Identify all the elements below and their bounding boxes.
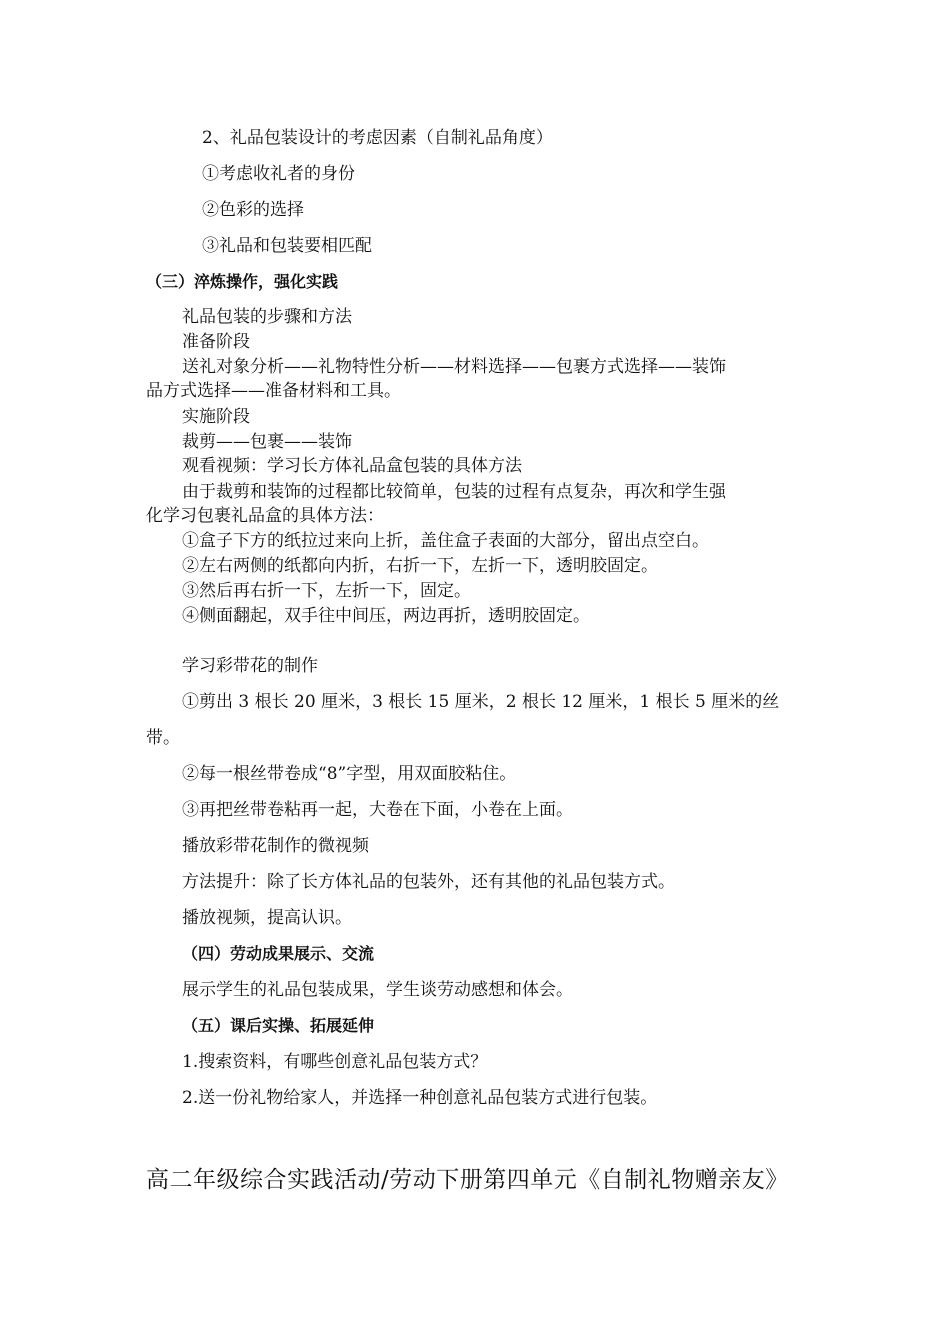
prep-stage-label: 准备阶段 [182, 332, 250, 352]
wrap-step-2: ②左右两侧的纸都向内折，右折一下，左折一下，透明胶固定。 [182, 556, 658, 576]
wrap-step-4: ④侧面翻起，双手往中间压，两边再折，透明胶固定。 [182, 606, 590, 626]
section5-item-2: 2.送一份礼物给家人，并选择一种创意礼品包装方式进行包装。 [182, 1088, 658, 1108]
ribbon-step-3: ③再把丝带卷粘再一起，大卷在下面，小卷在上面。 [182, 800, 573, 820]
video-note: 观看视频：学习长方体礼品盒包装的具体方法 [182, 456, 522, 476]
section3-heading: （三）淬炼操作，强化实践 [146, 272, 339, 291]
footer-title: 高二年级综合实践活动/劳动下册第四单元《自制礼物赠亲友》 [146, 1167, 789, 1193]
ribbon-step-1-line-1: ①剪出 3 根长 20 厘米，3 根长 15 厘米，2 根长 12 厘米，1 根长 5 厘米的丝 [182, 692, 780, 712]
play-video-note: 播放视频，提高认识。 [182, 908, 352, 928]
section2-item-2: ②色彩的选择 [202, 200, 304, 220]
ribbon-flower-title: 学习彩带花的制作 [182, 656, 318, 676]
section4-heading: （四）劳动成果展示、交流 [182, 944, 375, 963]
reason-line-1: 由于裁剪和装饰的过程都比较简单，包装的过程有点复杂，再次和学生强 [182, 482, 726, 502]
prep-flow-line-1: 送礼对象分析——礼物特性分析——材料选择——包裹方式选择——装饰 [182, 357, 726, 377]
packaging-steps-title: 礼品包装的步骤和方法 [182, 307, 352, 327]
impl-stage-label: 实施阶段 [182, 407, 250, 427]
ribbon-step-1-line-2: 带。 [146, 728, 180, 748]
section4-body: 展示学生的礼品包装成果，学生谈劳动感想和体会。 [182, 980, 573, 1000]
section5-heading: （五）课后实操、拓展延伸 [182, 1016, 375, 1035]
wrap-step-1: ①盒子下方的纸拉过来向上折，盖住盒子表面的大部分，留出点空白。 [182, 531, 709, 551]
section2-item-1: ①考虑收礼者的身份 [202, 164, 355, 184]
ribbon-step-2: ②每一根丝带卷成“8”字型，用双面胶粘住。 [182, 764, 517, 784]
section2-item-3: ③礼品和包装要相匹配 [202, 236, 372, 256]
wrap-step-3: ③然后再右折一下，左折一下，固定。 [182, 581, 471, 601]
micro-video-note: 播放彩带花制作的微视频 [182, 836, 369, 856]
impl-flow: 裁剪——包裹——装饰 [182, 432, 352, 452]
reason-line-2: 化学习包裹礼品盒的具体方法： [146, 506, 384, 526]
method-upgrade: 方法提升：除了长方体礼品的包装外，还有其他的礼品包装方式。 [182, 872, 675, 892]
section2-heading: 2、礼品包装设计的考虑因素（自制礼品角度） [202, 128, 553, 148]
section5-item-1: 1.搜索资料，有哪些创意礼品包装方式？ [182, 1052, 488, 1072]
prep-flow-line-2: 品方式选择——准备材料和工具。 [146, 381, 401, 401]
